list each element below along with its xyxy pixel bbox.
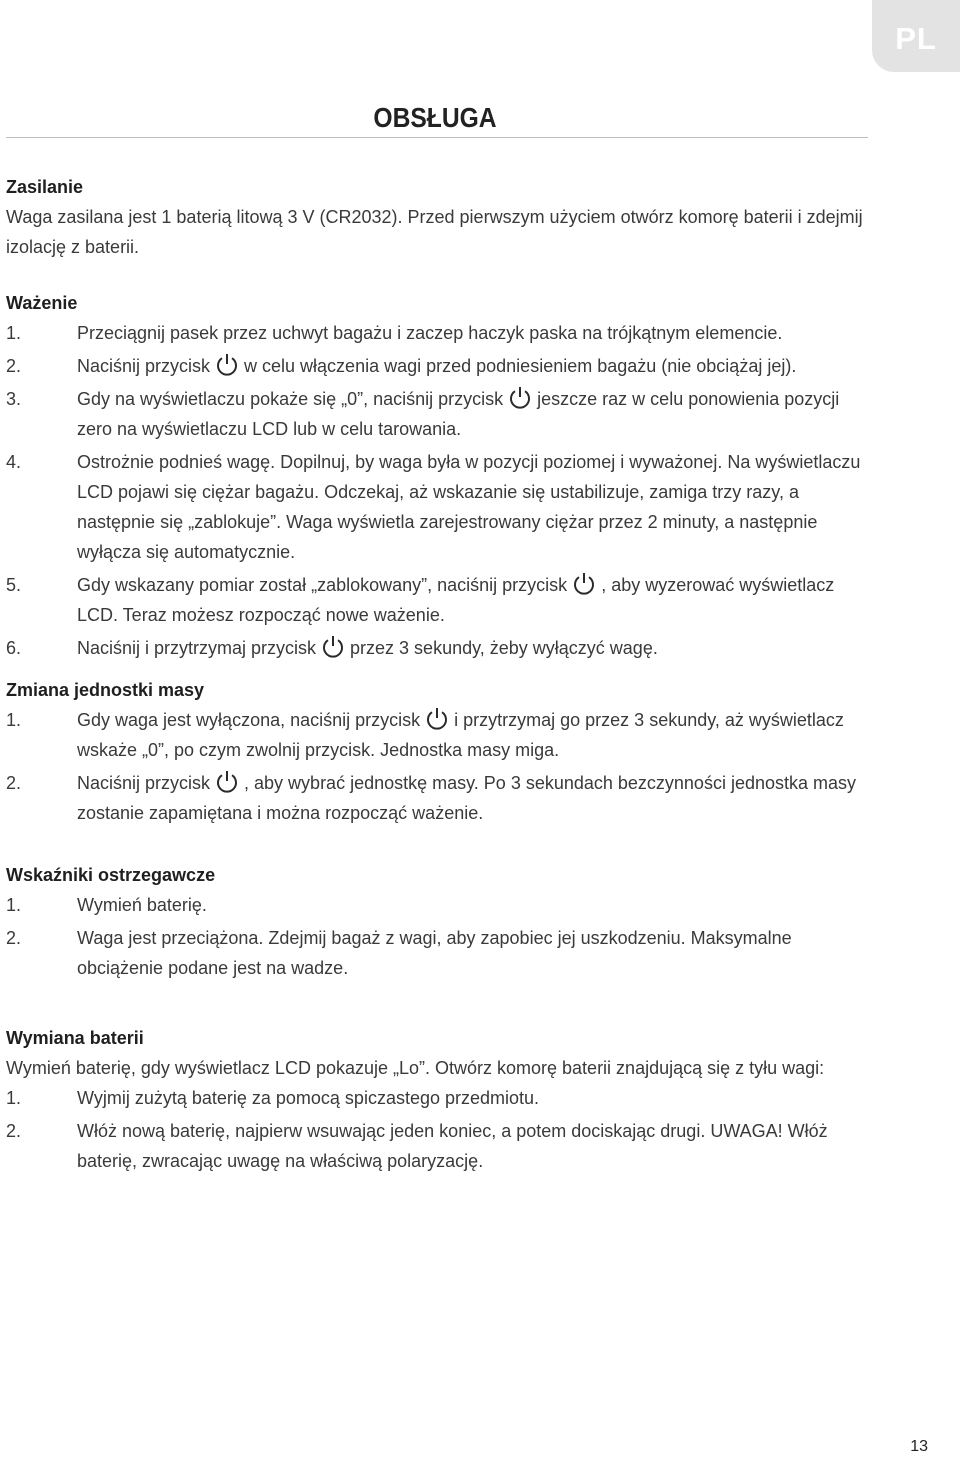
page-number: 13 — [910, 1438, 928, 1455]
list-item — [6, 923, 876, 983]
item-text: , aby wybrać jednostkę masy. Po 3 sekundach bezczynności jednostka masy zostanie zapamiętana i można rozpocząć ważenie. — [77, 773, 857, 823]
item-text: w celu włączenia wagi przed podniesieniem bagażu (nie obciążaj jej). — [244, 356, 797, 376]
item-text: jeszcze raz w celu ponowienia pozycji zero na wyświetlaczu LCD lub w celu tarowania. — [77, 389, 840, 439]
list-item — [6, 351, 876, 381]
power-icon — [571, 571, 597, 597]
section-zasilanie — [6, 172, 876, 288]
item-number: 1. — [6, 323, 22, 343]
list-item — [6, 633, 876, 663]
item-text: Wyjmij zużytą baterię za pomocą spiczastego przedmiotu. — [77, 1088, 540, 1108]
item-text: Wymień baterię. — [77, 895, 207, 915]
item-number: 1. — [6, 895, 22, 915]
page-title: OBSŁUGA — [373, 102, 497, 133]
power-icon — [214, 769, 240, 795]
list-item — [6, 570, 876, 630]
item-number: 3. — [6, 389, 22, 409]
item-text: Przeciągnij pasek przez uchwyt bagażu i zaczep haczyk paska na trójkątnym elemencie. — [77, 323, 783, 343]
section-wskazniki — [6, 860, 876, 1023]
item-text: i przytrzymaj go przez 3 sekundy, aż wyświetlacz wskaże „0”, po czym zwolnij przycisk. Jednostka masy miga. — [77, 710, 844, 760]
item-text: Gdy waga jest wyłączona, naciśnij przycisk — [77, 710, 421, 730]
item-number: 5. — [6, 575, 22, 595]
section-heading: Zmiana jednostki masy — [6, 680, 205, 700]
section-heading: Wskaźniki ostrzegawcze — [6, 865, 216, 885]
section-text: Waga zasilana jest 1 baterią litową 3 V (CR2032). Przed pierwszym użyciem otwórz komorę baterii i zdejmij izolację z baterii. — [6, 207, 863, 257]
item-text: Naciśnij przycisk — [77, 356, 211, 376]
section-heading: Wymiana baterii — [6, 1028, 144, 1048]
item-number: 6. — [6, 638, 22, 658]
item-text: Naciśnij i przytrzymaj przycisk — [77, 638, 317, 658]
item-number: 4. — [6, 452, 22, 472]
list-item — [6, 705, 876, 765]
item-number: 2. — [6, 928, 22, 948]
section-heading: Zasilanie — [6, 177, 84, 197]
power-icon — [424, 706, 450, 732]
language-tab — [872, 0, 960, 72]
item-text: , aby wyzerować wyświetlacz LCD. Teraz możesz rozpocząć nowe ważenie. — [77, 575, 835, 625]
section-wazenie — [6, 288, 876, 675]
item-text: Gdy wskazany pomiar został „zablokowany”, naciśnij przycisk — [77, 575, 568, 595]
list-item — [6, 1116, 876, 1176]
item-number: 2. — [6, 773, 22, 793]
list-item — [6, 384, 876, 444]
section-text: Wymień baterię, gdy wyświetlacz LCD pokazuje „Lo”. Otwórz komorę baterii znajdującą się z tyłu wagi: — [6, 1058, 825, 1078]
item-text: Waga jest przeciążona. Zdejmij bagaż z wagi, aby zapobiec jej uszkodzeniu. Maksymalne obciążenie podane jest na wadze. — [77, 928, 792, 978]
item-text: Gdy na wyświetlaczu pokaże się „0”, naciśnij przycisk — [77, 389, 504, 409]
section-heading: Ważenie — [6, 293, 78, 313]
power-icon — [507, 385, 533, 411]
language-code: PL — [895, 21, 937, 56]
item-number: 1. — [6, 1088, 22, 1108]
item-number: 1. — [6, 710, 22, 730]
list-item — [6, 1083, 876, 1113]
item-text: Ostrożnie podnieś wagę. Dopilnuj, by waga była w pozycji poziomej i wyważonej. Na wyświetlaczu LCD pojawi się ciężar bagażu. Odczekaj, aż wskazanie się ustabilizuje, zamiga trzy razy, a następnie się „zablokuje”. Waga wyświetla zarejestrowany ciężar przez 2 minuty, a następnie wyłącza się automatycznie. — [77, 452, 861, 562]
section-wymiana-baterii — [6, 1023, 876, 1176]
title-divider — [6, 137, 868, 138]
item-number: 2. — [6, 1121, 22, 1141]
list-item — [6, 447, 876, 567]
power-icon — [320, 634, 346, 660]
item-number: 2. — [6, 356, 22, 376]
item-text: przez 3 sekundy, żeby wyłączyć wagę. — [350, 638, 658, 658]
list-item — [6, 768, 876, 828]
list-item — [6, 318, 876, 348]
item-text: Włóż nową baterię, najpierw wsuwając jeden koniec, a potem dociskając drugi. UWAGA! Włóż baterię, zwracając uwagę na właściwą polaryzację. — [77, 1121, 828, 1171]
manual-content — [6, 172, 876, 1179]
power-icon — [214, 352, 240, 378]
section-zmiana-jednostki — [6, 675, 876, 860]
list-item — [6, 890, 876, 920]
item-text: Naciśnij przycisk — [77, 773, 211, 793]
